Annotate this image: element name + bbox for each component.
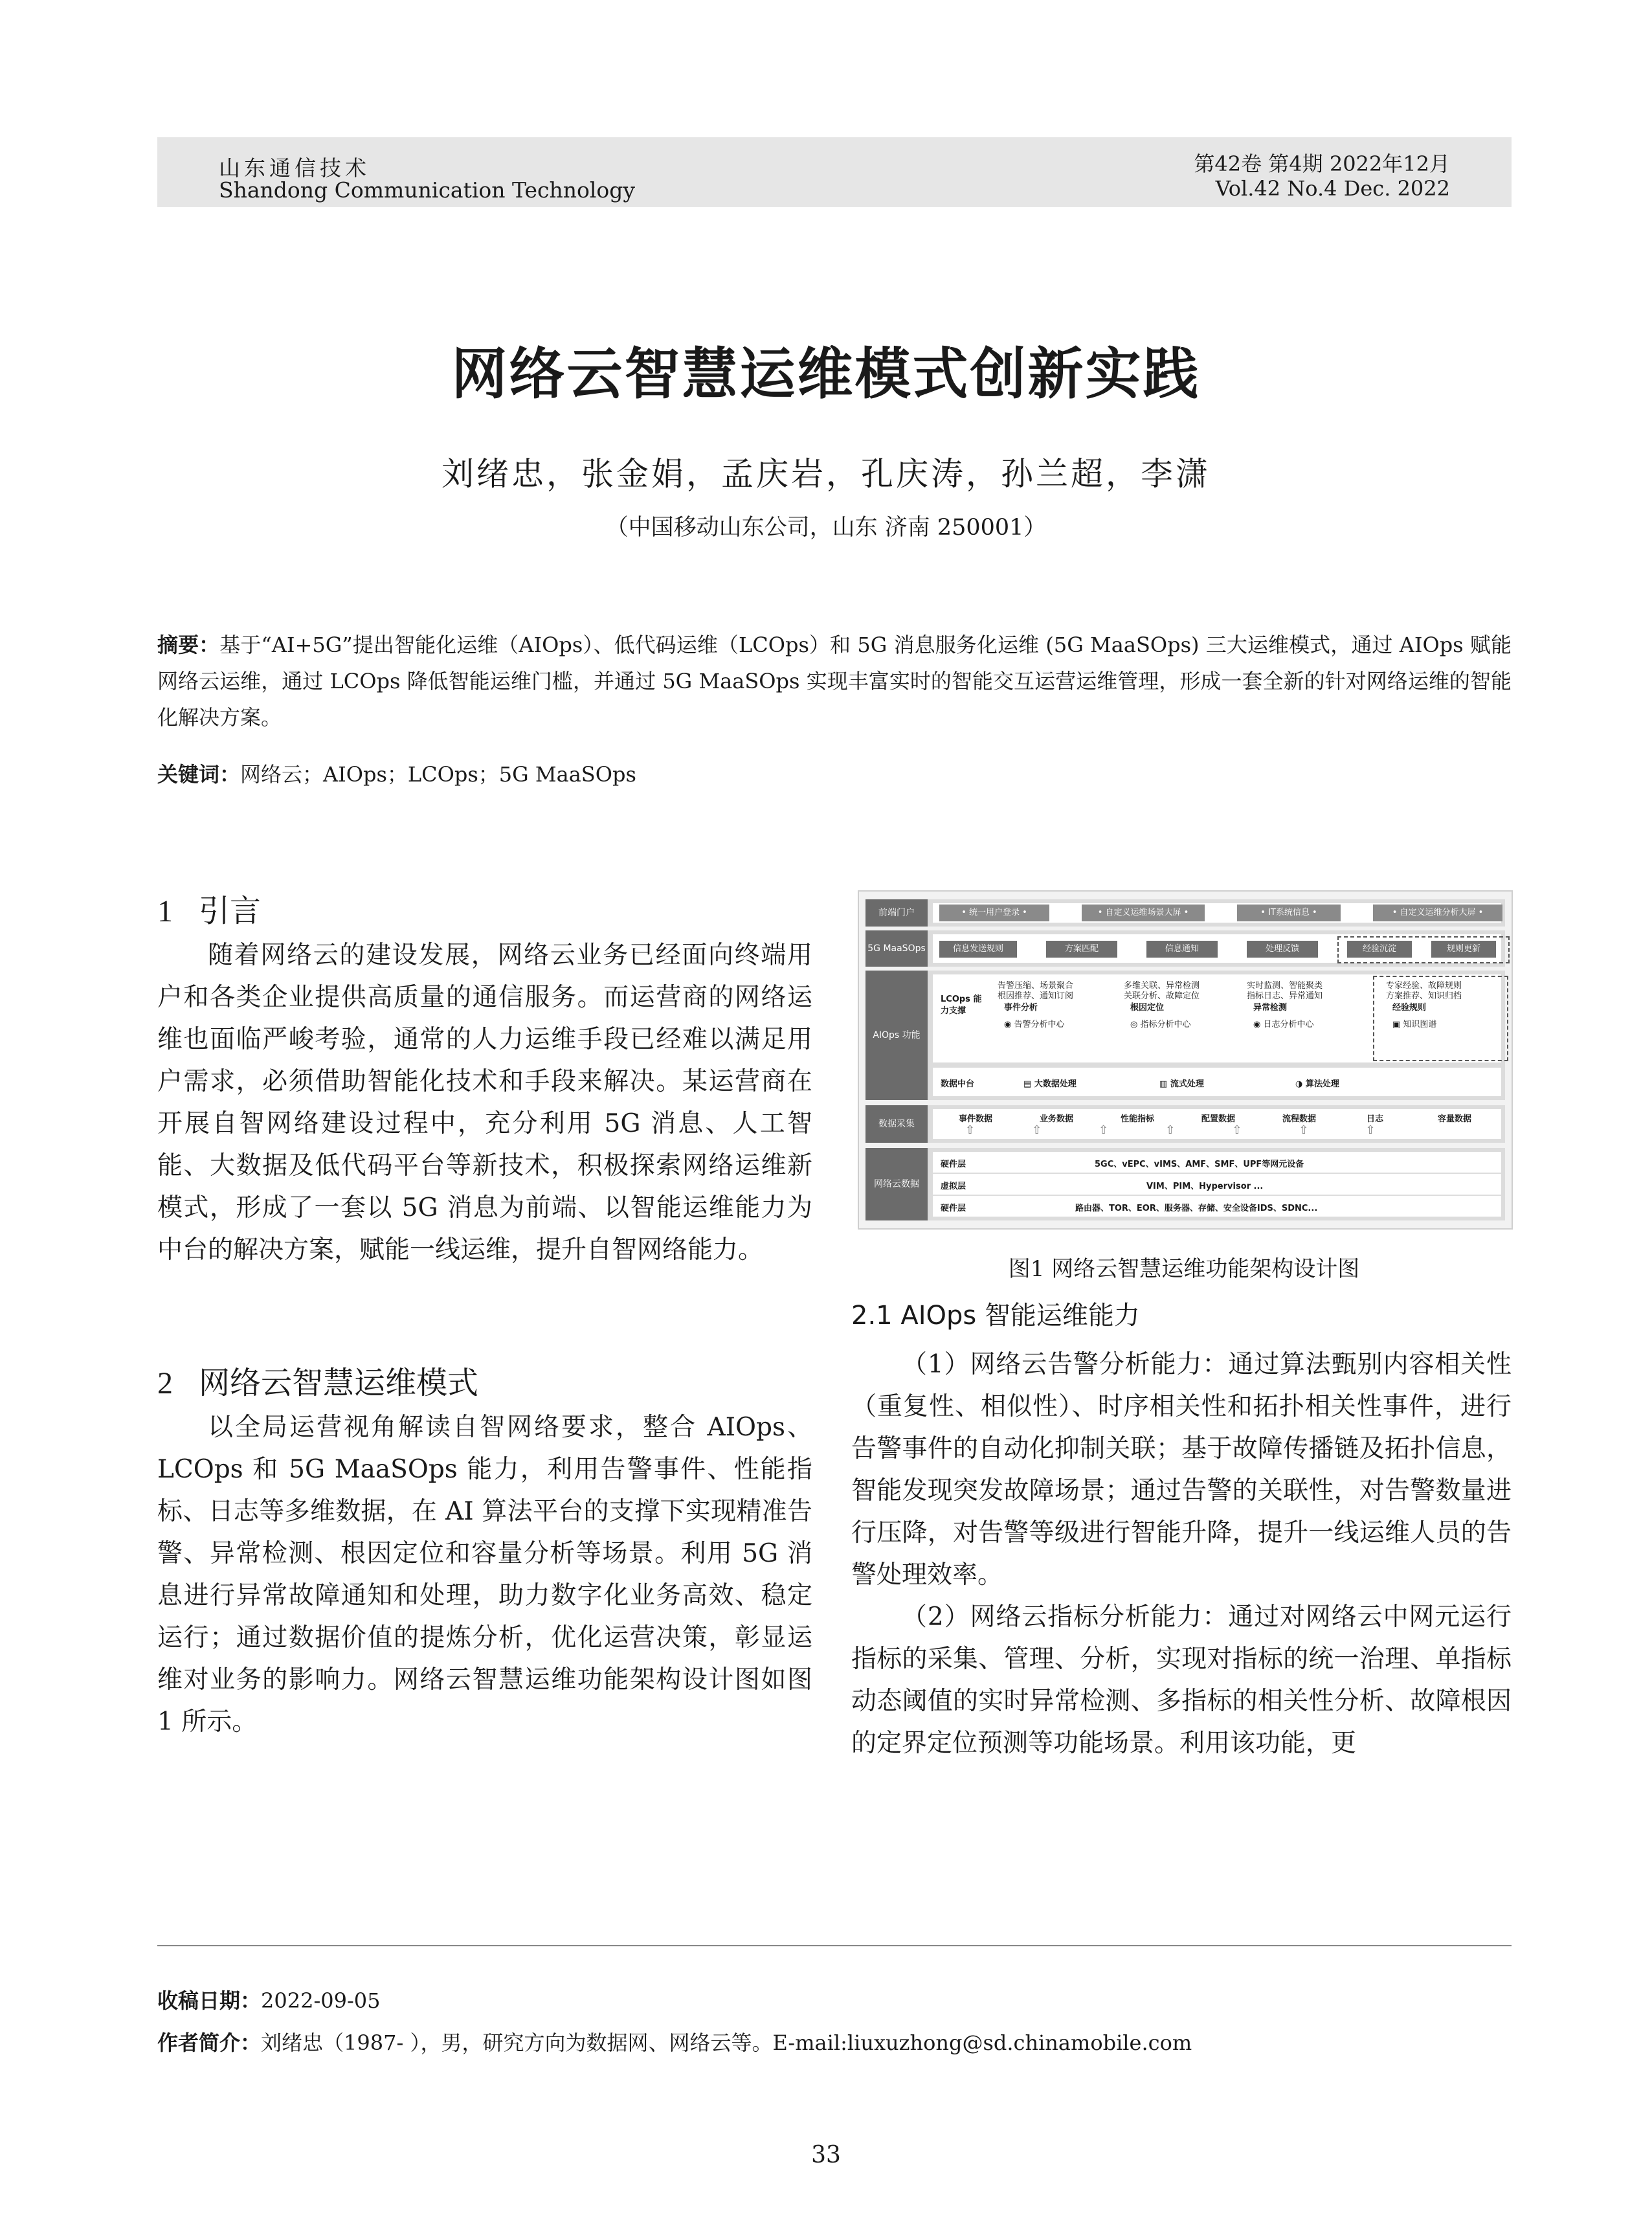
platform-label: 数据中台 [941, 1079, 975, 1089]
data-platform-bar [933, 1068, 1501, 1096]
section-title: 网络云智慧运维模式 [199, 1365, 479, 1401]
received-label: 收稿日期： [157, 1988, 262, 2013]
collection-item: 事件数据 [959, 1114, 993, 1124]
bio-label: 作者简介： [157, 2030, 262, 2055]
portal-item: • 自定义运维场景大屏 • [1082, 905, 1205, 921]
group-center: ◉ 日志分析中心 [1253, 1020, 1314, 1029]
paragraph: （2）网络云指标分析能力：通过对网络云中网元运行指标的采集、管理、分析，实现对指标的统一治理、单指标动态阈值的实时异常检测、多指标的相关性分析、故障根因的定界定位预测等功能场景。利用该功能，更 [851, 1602, 1512, 1758]
collection-item: 业务数据 [1040, 1114, 1074, 1124]
abstract-text: 基于“AI+5G”提出智能化运维（AIOps）、低代码运维（LCOps）和 5G 消息服务化运维 (5G MaaSOps) 三大运维模式，通过 AIOps 赋能网络云运维，通过 LCOps 降低智能运维门槛，并通过 5G MaaSOps 实现丰富实时的智能交互运营运维管理，形成一套全新的针对网络运维的智能化解决方案。 [157, 633, 1512, 730]
group-desc: 专家经验、故障规则 [1386, 981, 1462, 991]
aiops-body [933, 974, 1501, 1062]
group-title: 事件分析 [1004, 1003, 1038, 1013]
layer-row [933, 1196, 1501, 1217]
collection-item: 容量数据 [1438, 1114, 1472, 1124]
keywords-text: 网络云；AIOps；LCOps；5G MaaSOps [240, 762, 636, 787]
aiops-row [865, 971, 1505, 1100]
collection-item: 性能指标 [1121, 1114, 1155, 1124]
metrics-icon: ◎ [1130, 1020, 1141, 1029]
received-value: 2022-09-05 [261, 1988, 381, 2013]
portal-label: 前端门户 [865, 899, 928, 927]
abstract-label: 摘要： [157, 633, 220, 657]
portal-row [865, 899, 1505, 927]
layer-text: VIM、PIM、Hypervisor ... [1146, 1182, 1264, 1191]
section-2-1-heading: 2.1 AIOps 智能运维能力 [851, 1301, 1140, 1331]
section-title: 引言 [199, 893, 262, 929]
figure-caption: 图1 网络云智慧运维功能架构设计图 [1008, 1256, 1360, 1282]
database-icon: ▤ [1023, 1079, 1034, 1089]
journal-name-en: Shandong Communication Technology [219, 177, 636, 203]
group-center: ▣ 知识图谱 [1392, 1020, 1437, 1029]
author-bio [157, 2027, 1192, 2056]
maasops-item: 信息通知 [1146, 941, 1218, 958]
group-desc: 关联分析、故障定位 [1124, 991, 1200, 1001]
netcloud-body [933, 1152, 1501, 1217]
maasops-body [933, 934, 1501, 963]
maasops-row [865, 930, 1505, 967]
layer-row [933, 1152, 1501, 1174]
layer-row [933, 1174, 1501, 1196]
group-desc: 方案推荐、知识归档 [1386, 991, 1462, 1001]
abstract [157, 627, 1512, 736]
platform-item: ▤ 大数据处理 [1023, 1079, 1077, 1089]
network-cloud-row [865, 1148, 1505, 1220]
group-center: ◎ 指标分析中心 [1130, 1020, 1191, 1029]
layer-text: 路由器、TOR、EOR、服务器、存储、安全设备IDS、SDNC... [1075, 1204, 1318, 1213]
maasops-item: 规则更新 [1431, 941, 1496, 958]
group-desc: 多维关联、异常检测 [1124, 981, 1200, 991]
aiops-label: AIOps 功能 [865, 971, 928, 1100]
section-number: 1 [157, 894, 173, 928]
section-1-heading [157, 886, 261, 930]
maasops-item: 方案匹配 [1046, 941, 1117, 958]
paragraph: 以全局运营视角解读自智网络要求，整合 AIOps、LCOps 和 5G MaaSOps 能力，利用告警事件、性能指标、日志等多维数据，在 AI 算法平台的支撑下实现精准告警、异常检测、根因定位和容量分析等场景。利用 5G 消息进行异常故障通知和处理，助力数字化业务高效、稳定运行；通过数据价值的提炼分析，优化运营决策，彰显运维对业务的影响力。网络云智慧运维功能架构设计图如图 1 所示。 [157, 1413, 812, 1737]
stream-icon: ▥ [1159, 1079, 1170, 1089]
maasops-label: 5G MaaSOps [865, 930, 928, 967]
group-center: ◉ 告警分析中心 [1004, 1020, 1065, 1029]
paragraph: （1）网络云告警分析能力：通过算法甄别内容相关性（重复性、相似性）、时序相关性和拓扑相关性事件，进行告警事件的自动化抑制关联；基于故障传播链及拓扑信息，智能发现突发故障场景；通过告警的关联性，对告警数量进行压降，对告警等级进行智能升降，提升一线运维人员的告警处理效率。 [851, 1350, 1512, 1590]
received-date [157, 1984, 381, 2014]
footnote-divider [157, 1945, 1512, 1946]
algorithm-icon: ◑ [1295, 1079, 1306, 1089]
journal-header [157, 137, 1512, 207]
portal-item: • 自定义运维分析大屏 • [1373, 905, 1502, 921]
affiliation: （中国移动山东公司，山东 济南 250001） [605, 515, 1047, 541]
page-number: 33 [811, 2142, 841, 2168]
section-2-body [157, 1406, 812, 1743]
layer-name: 硬件层 [941, 1160, 966, 1169]
keywords [157, 756, 1512, 793]
maasops-item: 信息发送规则 [939, 941, 1017, 958]
section-number: 2 [157, 1366, 173, 1400]
bio-text: 刘绪忠（1987- ），男，研究方向为数据网、网络云等。E-mail:liuxuzhong@sd.chinamobile.com [261, 2030, 1192, 2055]
group-desc: 实时监测、智能聚类 [1247, 981, 1323, 991]
section-2-heading [157, 1358, 478, 1402]
portal-item: • 统一用户登录 • [939, 905, 1049, 921]
upload-arrow-icons: ⇧⇧⇧⇧⇧⇧⇧ [965, 1123, 1433, 1137]
platform-item: ▥ 流式处理 [1159, 1079, 1204, 1089]
figure-1-architecture-diagram [858, 890, 1513, 1230]
paragraph: 随着网络云的建设发展，网络云业务已经面向终端用户和各类企业提供高质量的通信服务。而运营商的网络运维也面临严峻考验，通常的人力运维手段已经难以满足用户需求，必须借助智能化技术和手段来解决。某运营商在开展自智网络建设过程中，充分利用 5G 消息、人工智能、大数据及低代码平台等新技术，积极探索网络运维新模式，形成了一套以 5G 消息为前端、以智能运维能力为中台的解决方案，赋能一线运维，提升自智网络能力。 [157, 941, 812, 1265]
issue-info-en: Vol.42 No.4 Dec. 2022 [1215, 176, 1450, 201]
portal-item: • IT系统信息 • [1237, 905, 1341, 921]
group-desc: 根因推荐、通知订阅 [998, 991, 1074, 1001]
group-title: 经验规则 [1392, 1003, 1427, 1013]
knowledge-graph-icon: ▣ [1392, 1020, 1403, 1029]
alarm-icon: ◉ [1004, 1020, 1014, 1029]
issue-info-cn: 第42卷 第4期 2022年12月 [1194, 152, 1450, 176]
collection-label: 数据采集 [865, 1105, 928, 1143]
data-collection-row [865, 1105, 1505, 1143]
group-title: 根因定位 [1130, 1003, 1165, 1013]
group-desc: 指标日志、异常通知 [1247, 991, 1323, 1001]
maasops-item: 经验沉淀 [1347, 941, 1412, 958]
netcloud-label: 网络云数据 [865, 1148, 928, 1220]
log-icon: ◉ [1253, 1020, 1264, 1029]
lcops-label: LCOps 能力支撑 [941, 995, 982, 1016]
section-2-1-body [851, 1343, 1512, 1764]
collection-body [933, 1109, 1501, 1139]
collection-item: 配置数据 [1201, 1114, 1236, 1124]
layer-text: 5GC、vEPC、vIMS、AMF、SMF、UPF等网元设备 [1095, 1160, 1304, 1169]
layer-name: 虚拟层 [941, 1182, 966, 1191]
group-title: 异常检测 [1253, 1003, 1288, 1013]
collection-item: 流程数据 [1282, 1114, 1317, 1124]
section-1-body [157, 934, 812, 1271]
author-list: 刘绪忠，张金娟，孟庆岩，孔庆涛，孙兰超，李潇 [441, 455, 1211, 493]
keywords-label: 关键词： [157, 762, 241, 787]
paper-title: 网络云智慧运维模式创新实践 [451, 342, 1201, 407]
journal-name-cn: 山东通信技术 [219, 155, 370, 181]
layer-name: 硬件层 [941, 1204, 966, 1213]
portal-body [933, 903, 1501, 923]
platform-item: ◑ 算法处理 [1295, 1079, 1339, 1089]
maasops-item: 处理反馈 [1247, 941, 1318, 958]
group-desc: 告警压缩、场景聚合 [998, 981, 1074, 991]
collection-item: 日志 [1367, 1114, 1384, 1124]
